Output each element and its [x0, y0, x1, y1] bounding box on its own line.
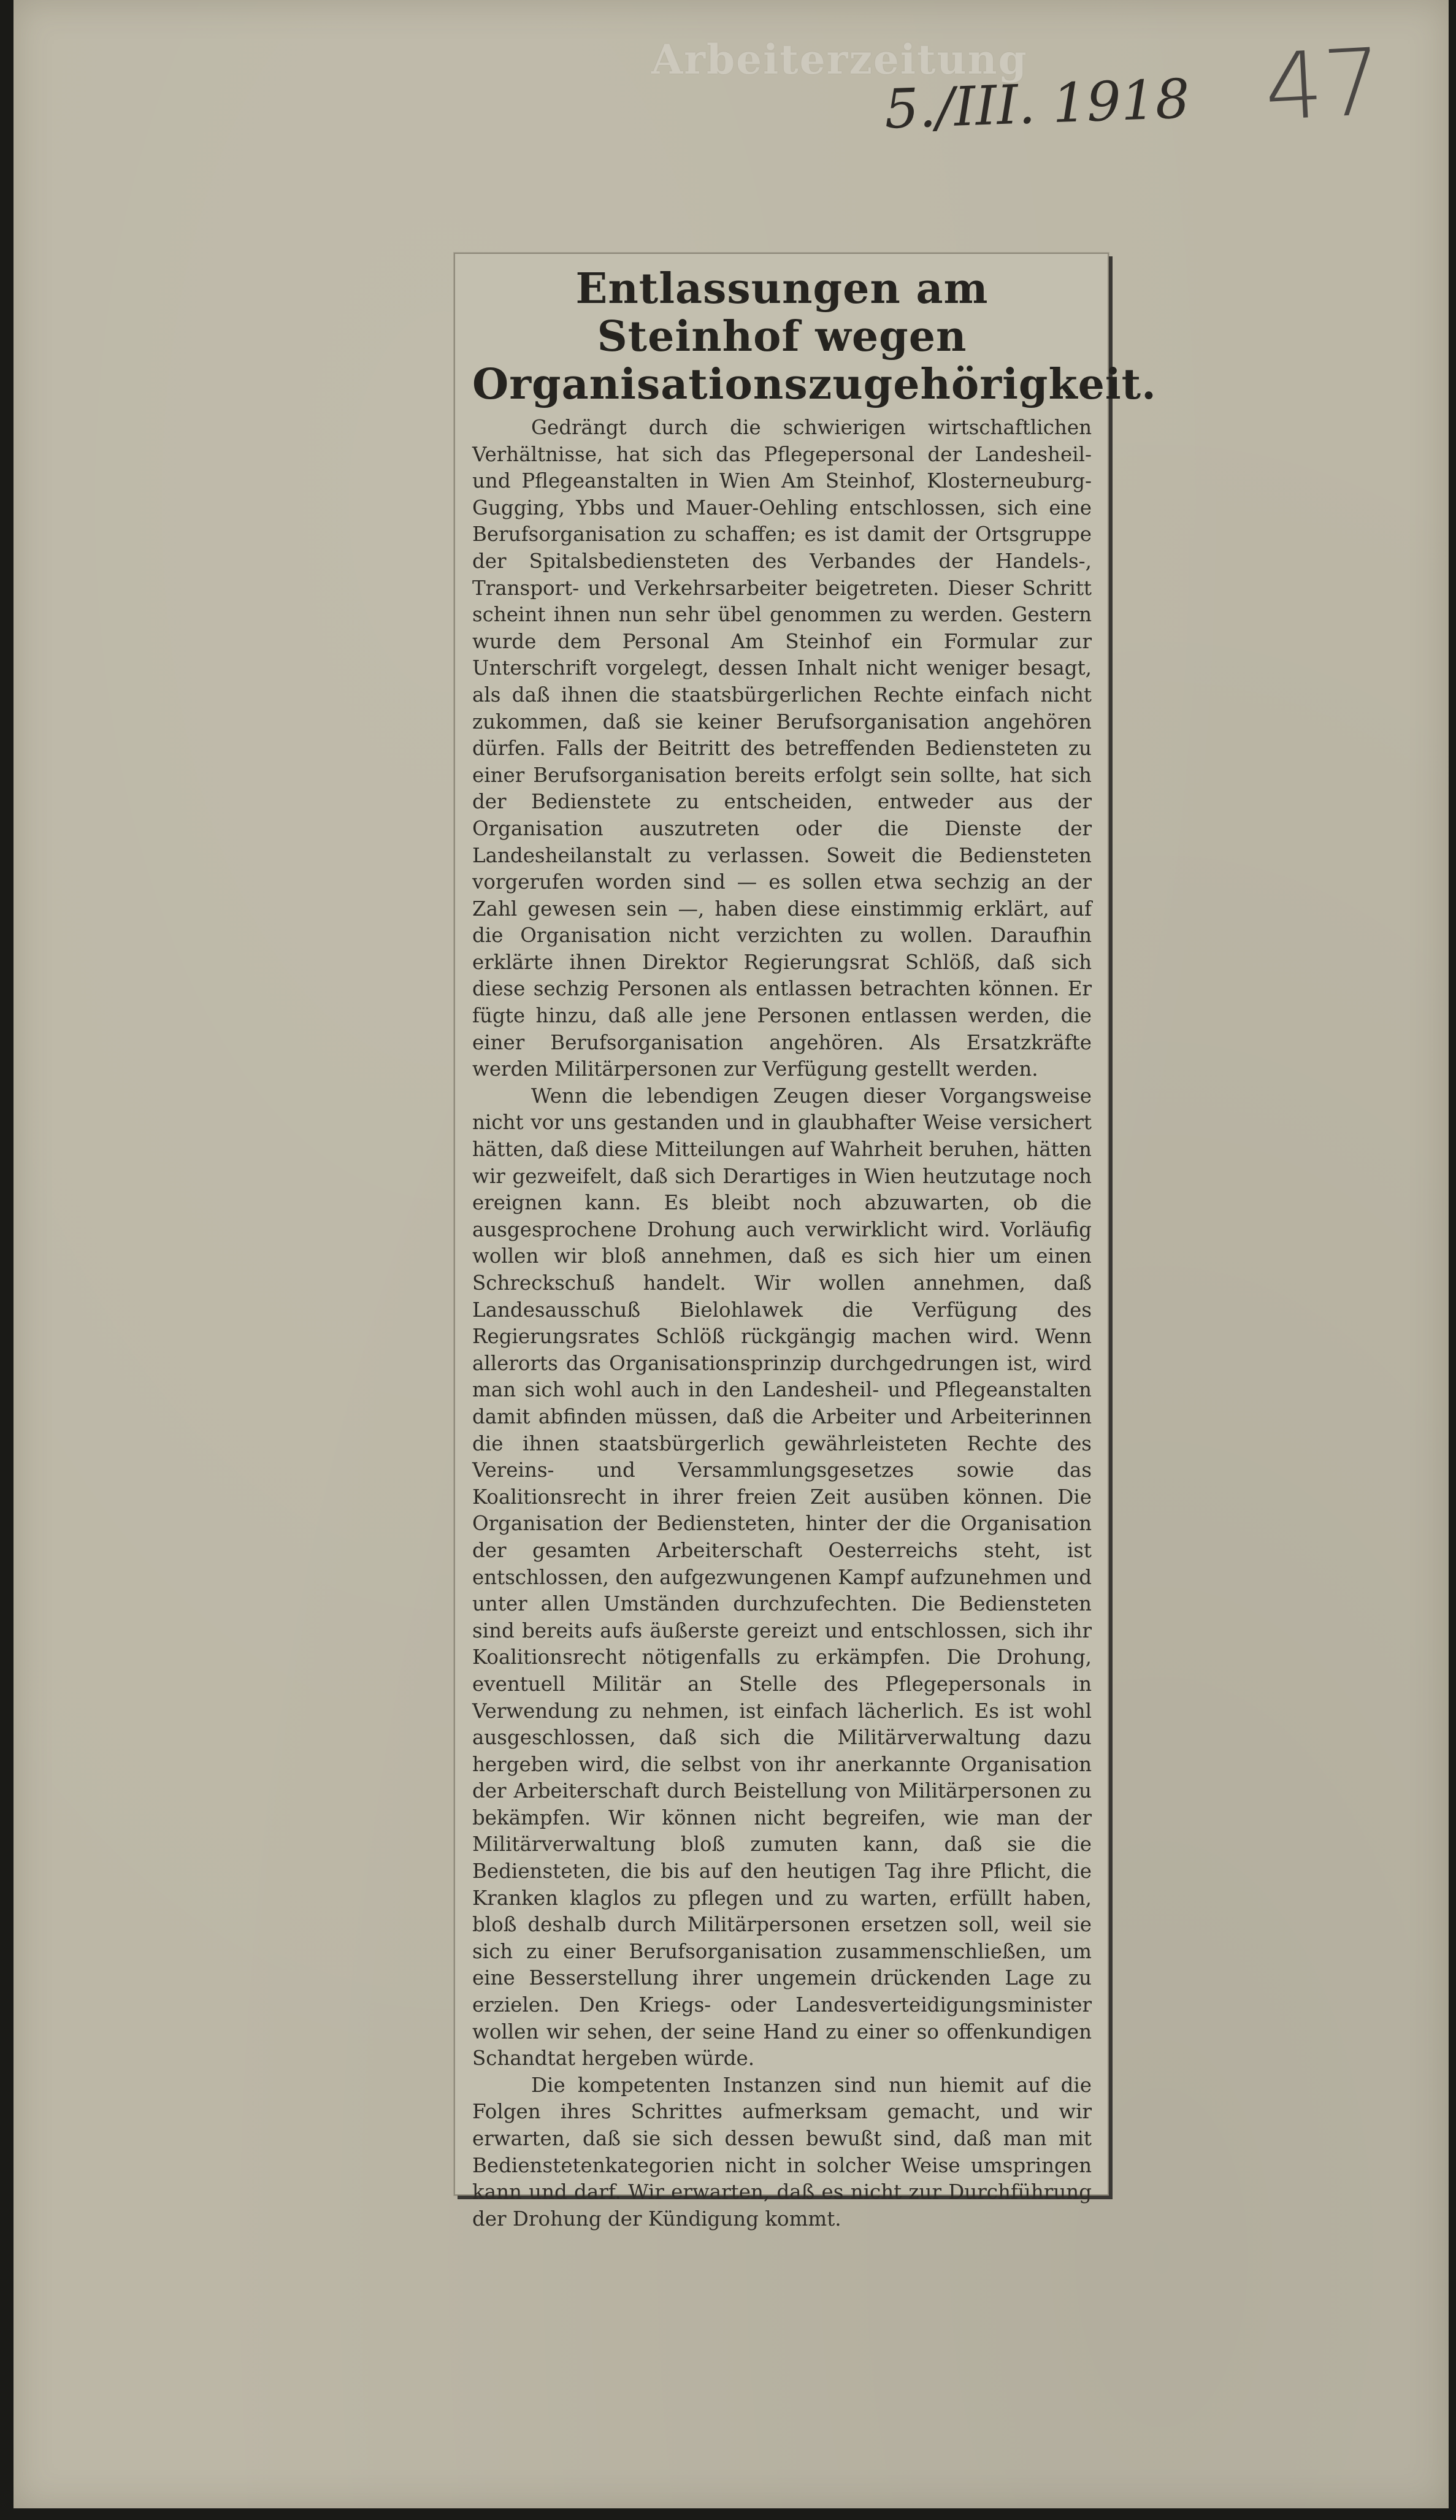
article-paragraph: Wenn die lebendigen Zeugen dieser Vorgangsweise nicht vor uns gestanden und in glaubhafter Weise versichert hätten, daß diese Mitteilungen auf Wahrheit beruhen, hätten wir gezweifelt, daß sich Derartiges in Wien heutzutage noch ereignen kann. Es bleibt noch abzuwarten, ob die ausgesprochene Drohung auch verwirklicht wird. Vorläufig wollen wir bloß annehmen, daß es sich hier um einen Schreckschuß handelt. Wir wollen annehmen, daß Landesausschuß Bielohlawek die Verfügung des Regierungsrates Schlöß rückgängig machen wird. Wenn allerorts das Organisationsprinzip durchgedrungen ist, wird man sich wohl auch in den Landesheil- und Pflegeanstalten damit abfinden müssen, daß die Arbeiter und Arbeiterinnen die ihnen staatsbürgerlich gewährleisteten Rechte des Vereins- und Versammlungsgesetzes sowie das Koalitionsrecht in ihrer freien Zeit ausüben können. Die Organisation der Bediensteten, hinter der die Organisation der gesamten Arbeiterschaft Oesterreichs steht, ist entschlossen, den aufgezwungenen Kampf aufzunehmen und unter allen Umständen durchzufechten. Die Bediensteten sind bereits aufs äußerste gereizt und entschlossen, sich ihr Koalitionsrecht nötigenfalls zu erkämpfen. Die Drohung, eventuell Militär an Stelle des Pflegepersonals in Verwendung zu nehmen, ist einfach lächerlich. Es ist wohl ausgeschlossen, daß sich die Militärverwaltung dazu hergeben wird, die selbst von ihr anerkannte Organisation der Arbeiterschaft durch Beistellung von Militärpersonen zu bekämpfen. Wir können nicht begreifen, wie man der Militärverwaltung bloß zumuten kann, daß sie die Bediensteten, die bis auf den heutigen Tag ihre Pflicht, die Kranken klaglos zu pflegen und zu warten, erfüllt haben, bloß deshalb durch Militärpersonen ersetzen soll, weil sie sich zu einer Berufsorganisation zusammenschließen, um eine Besserstellung ihrer ungemein drückenden Lage zu erzielen. Den Kriegs- oder Landesverteidigungsminister wollen wir sehen, der seine Hand zu einer so offenkundigen Schandtat hergeben würde. — [472, 1084, 1092, 2070]
handwritten-date: 5./III. 1918 — [883, 67, 1191, 141]
article-paragraph: Gedrängt durch die schwierigen wirtschaftlichen Verhältnisse, hat sich das Pflegepersonal der Landesheil- und Pflegeanstalten in Wien Am Steinhof, Klosterneuburg-Gugging, Ybbs und Mauer-Oehling entschlossen, sich eine Berufsorganisation zu schaffen; es ist damit der Ortsgruppe der Spitalsbediensteten des Verbandes der Handels-, Transport- und Verkehrsarbeiter beigetreten. Dieser Schritt scheint ihnen nun sehr übel genommen zu werden. Gestern wurde dem Personal Am Steinhof ein Formular zur Unterschrift vorgelegt, dessen Inhalt nicht weniger besagt, als daß ihnen die staatsbürgerlichen Rechte einfach nicht zukommen, daß sie keiner Berufsorganisation angehören dürfen. Falls der Beitritt des betreffenden Bediensteten zu einer Berufsorganisation bereits erfolgt sein sollte, hat sich der Bedienstete zu entscheiden, entweder aus der Organisation auszutreten oder die Dienste der Landesheilanstalt zu verlassen. Soweit die Bediensteten vorgerufen worden sind — es sollen etwa sechzig an der Zahl gewesen sein —, haben diese einstimmig erklärt, auf die Organisation nicht verzichten zu wollen. Daraufhin erklärte ihnen Direktor Regierungsrat Schlöß, daß sich diese sechzig Personen als entlassen betrachten können. Er fügte hinzu, daß alle jene Personen entlassen werden, die einer Berufsorganisation angehören. Als Ersatzkräfte werden Militärpersonen zur Verfügung gestellt werden. — [472, 416, 1092, 1081]
page-number: 47 — [1262, 29, 1385, 142]
newspaper-clipping — [454, 253, 1157, 2231]
archive-sheet — [13, 0, 1449, 2508]
article-paragraph: Die kompetenten Instanzen sind nun hiemit auf die Folgen ihres Schrittes aufmerksam gemacht, und wir erwarten, daß sie sich dessen bewußt sind, daß man mit Bedienstetenkategorien nicht in solcher Weise umspringen kann und darf. Wir erwarten, daß es nicht zur Durchführung der Drohung der Kündigung kommt. — [472, 2073, 1092, 2231]
article-headline: Entlassungen am Steinhof wegen Organisationszugehörigkeit. — [472, 264, 1157, 409]
article-body — [472, 415, 1092, 2232]
newspaper-stamp: Arbeiterzeitung — [651, 36, 1028, 83]
